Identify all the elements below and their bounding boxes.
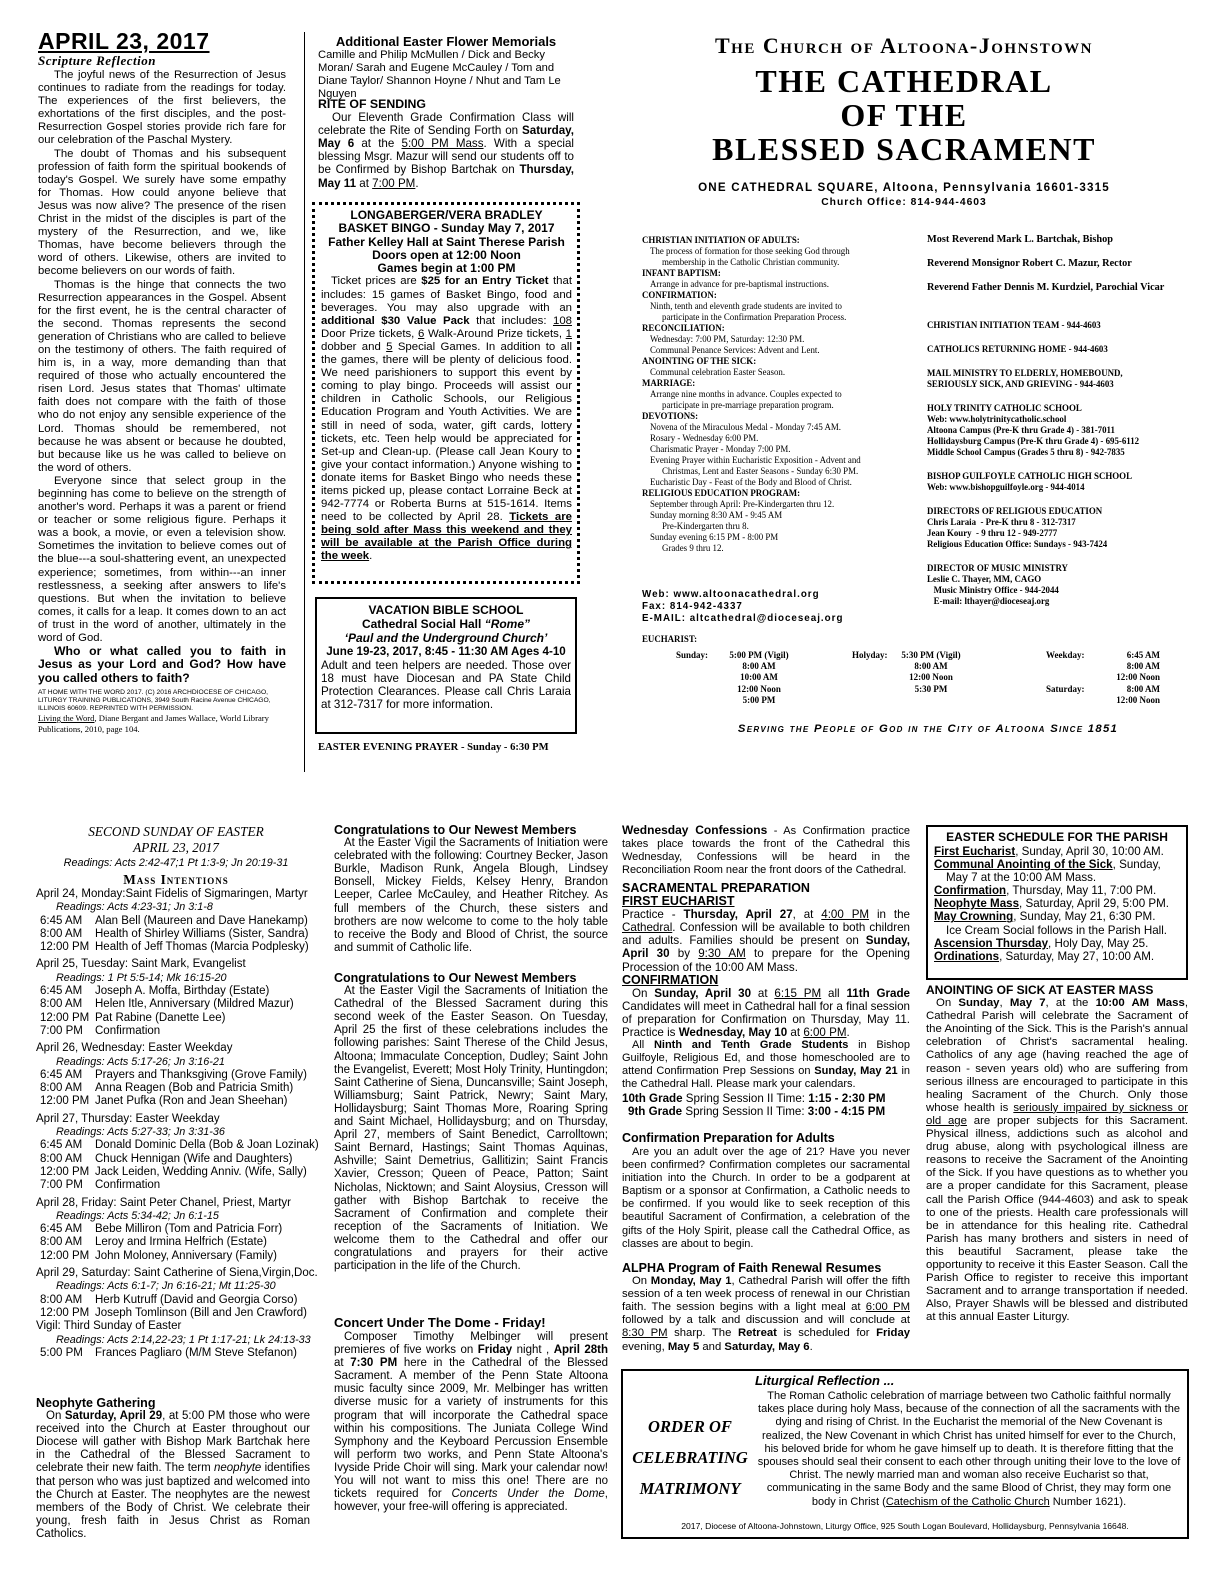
office-group <box>927 471 1217 493</box>
office-line: SERIOUSLY SICK, AND GRIEVING - 944-4603 <box>927 379 1114 389</box>
intention-name: Alan Bell (Maureen and Dave Hanekamp) <box>95 914 308 927</box>
church-name: The Church of Altoona-Johnstown <box>714 33 1093 58</box>
adult-confirmation: Confirmation Preparation for Adults Are you an adult over the age of 21? Have you never been confirmed? Confirmation completes our sacramental initiation into the Church. In order to be a godparent at Baptism or a sponsor at Confirmation, a Catholic needs to be confirmed. If you would like to seek reception of this beautiful Sacrament of Confirmation, a celebration of the gifts of the Holy Spirit, please call the Cathedral Office, as classes are about to begin. <box>622 1131 910 1250</box>
schedule-item-label: Communal Anointing of the Sick <box>934 858 1113 872</box>
office-line: Web: www.holytrinitycatholic.school <box>927 414 1067 424</box>
mass-time: 5:00 PM (Vigil) <box>729 650 789 660</box>
office-line: MAIL MINISTRY TO ELDERLY, HOMEBOUND, <box>927 368 1123 378</box>
intention-row <box>36 1082 316 1095</box>
intention-row <box>36 998 316 1011</box>
office-group <box>927 563 1217 607</box>
sacrament-heading: INFANT BAPTISM: <box>642 268 721 278</box>
flower-memorials: Additional Easter Flower Memorials Camille and Philip McMullen / Dick and Becky Moran/ Sarah and Eugene McCauley / Tom and Diane Taylor/ Shannon Hoyne / Nhut and Tam Le Nguyen <box>318 34 561 101</box>
intention-name: Janet Pufka (Ron and Jean Sheehan) <box>95 1095 288 1108</box>
office-line: Altoona Campus (Pre-K thru Grade 4) - 381-7011 <box>927 425 1115 435</box>
intention-day-title: April 25, Tuesday: Saint Mark, Evangelist <box>36 958 246 971</box>
intention-day-title: April 27, Thursday: Easter Weekday <box>36 1112 220 1125</box>
intention-time: 8:00 AM <box>40 1082 83 1095</box>
intention-time: 8:00 AM <box>40 1236 83 1249</box>
intention-day <box>36 1320 316 1360</box>
office-line: Leslie C. Thayer, MM, CAGO <box>927 574 1042 584</box>
office-line: E-mail: lthayer@dioceseaj.org <box>927 596 1050 606</box>
intention-time: 7:00 PM <box>40 1024 83 1037</box>
mass-time: 8:00 AM <box>1126 684 1160 694</box>
intention-row <box>36 1166 316 1179</box>
sacrament-heading: ANOINTING OF THE SICK: <box>642 356 757 366</box>
schedule-item-label: Neophyte Mass <box>934 897 1020 911</box>
congrats-1: Congratulations to Our Newest Members At the Easter Vigil the Sacraments of Initiation were celebrated with the following: Courtney Becker, Jason Burkle, Madison Runk, Angela Blough, Lindsey Bonsell, Mickey Fields, Kelsey Henry, Brandon Leeper, Carlee McCauley, and Heather Ritchey. As full members of the Church, these sisters and brothers are now welcome to come to the holy table to receive the Body and Blood of Christ, the source and summit of Catholic life. <box>334 823 608 954</box>
easter-evening-prayer: EASTER EVENING PRAYER - Sunday - 6:30 PM <box>318 742 549 753</box>
intention-time: 12:00 PM <box>40 1011 90 1024</box>
intention-row <box>36 985 316 998</box>
intention-readings: Readings: 1 Pt 5:5-14; Mk 16:15-20 <box>56 971 227 984</box>
intention-time: 6:45 AM <box>40 985 83 998</box>
office-line: CHRISTIAN INITIATION TEAM - 944-4603 <box>927 320 1101 330</box>
schedule-item-label: Ordinations <box>934 949 1000 963</box>
intention-name: Helen Itle, Anniversary (Mildred Mazur) <box>95 998 294 1011</box>
intention-time: 6:45 AM <box>40 1223 83 1236</box>
intention-row <box>36 1347 316 1360</box>
intention-name: Herb Kutruff (David and Georgia Corso) <box>95 1293 298 1306</box>
sacrament-line: Novena of the Miraculous Medal - Monday 7:45 AM. <box>650 422 842 432</box>
column-divider <box>304 32 305 772</box>
intention-time: 12:00 PM <box>40 941 90 954</box>
eucharist-heading: EUCHARIST: <box>642 634 698 644</box>
schedule-item <box>934 858 1180 884</box>
intention-day <box>36 958 316 1038</box>
intention-readings: Readings: Acts 6:1-7; Jn 6:16-21; Mt 11:25-30 <box>56 1280 276 1293</box>
intention-name: Bebe Milliron (Tom and Patricia Forr) <box>95 1223 283 1236</box>
sacrament-heading: CHRISTIAN INITIATION OF ADULTS: <box>642 235 800 245</box>
rite-of-sending: RITE OF SENDING Our Eleventh Grade Confirmation Class will celebrate the Rite of Sending Forth on Saturday, May 6 at the 5:00 PM Mass. With a special blessing Msgr. Mazur will send our students off to be Confirmed by Bishop Bartchak on Thursday, May 11 at 7:00 PM. <box>318 97 575 190</box>
intention-row <box>36 928 316 941</box>
intention-time: 12:00 PM <box>40 1249 90 1262</box>
intention-readings: Readings: Acts 5:17-26; Jn 3:16-21 <box>56 1055 225 1068</box>
intention-name: Prayers and Thanksgiving (Grove Family) <box>95 1068 307 1081</box>
intention-time: 6:45 AM <box>40 1068 83 1081</box>
alpha-program: ALPHA Program of Faith Renewal Resumes On Monday, May 1, Cathedral Parish will offer the fifth session of a ten week process of renewal in our Christian faith. The session begins with a light meal at 6:00 PM followed by a talk and discussion and will conclude at 8:30 PM sharp. The Retreat is scheduled for Friday evening, May 5 and Saturday, May 6. <box>622 1261 911 1353</box>
sacrament-line: Eucharistic Day - Feast of the Body and Blood of Christ. <box>650 477 852 487</box>
sacrament-line: Communal Penance Services: Advent and Lent. <box>650 345 820 355</box>
schedule-item-text: Ice Cream Social follows in the Parish Hall. <box>946 923 1168 937</box>
mass-time: 8:00 AM <box>1126 661 1160 672</box>
schedule-item <box>934 845 1180 858</box>
sacrament-line: participate in pre-marriage preparation program. <box>662 400 834 410</box>
fax: Fax: 814-942-4337 <box>642 601 743 612</box>
office-group <box>927 368 1217 390</box>
intention-row <box>36 941 316 954</box>
bingo-box: LONGABERGER/VERA BRADLEY BASKET BINGO - Sunday May 7, 2017 Father Kelley Hall at Saint Therese Parish Doors open at 12:00 Noon Games begin at 1:00 PM Ticket prices are $25 for an Entry Ticket that includes: 15 games of Basket Bingo, food and beverages. You may also upgrade with an additional $30 Value Pack that includes: 108 Door Prize tickets, 6 Walk-Around Prize tickets, 1 dobber and 5 Special Games. In addition to all the games, there will be plenty of delicious food. We need parishioners to support this event by coming to play bingo. Proceeds will assist our children in Catholic Schools, our Religious Education Program and Youth Activities. We are still in need of soda, water, gift cards, lottery tickets, etc. Teen help would be appreciated for Set-up and Clean-up. (Please call Jean Koury to give your contact information.) Anyone wishing to donate items for Basket Bingo who needs these items picked up, please contact Lorraine Beck at 942-7774 or Roberta Burns at 515-1614. Items need to be collected by April 28. Tickets are being sold after Mass this weekend and they will be available at the Parish Office during the week. <box>312 202 580 584</box>
sacrament-heading: RECONCILIATION: <box>642 323 725 333</box>
intention-readings: Readings: Acts 4:23-31; Jn 3:1-8 <box>56 901 213 914</box>
email-link[interactable]: E-MAIL: altcathedral@dioceseaj.org <box>642 613 844 624</box>
intention-readings: Readings: Acts 2:14,22-23; 1 Pt 1:17-21; Lk 24:13-33 <box>56 1333 311 1346</box>
mass-time: 10:00 AM <box>740 672 778 683</box>
intention-name: Donald Dominic Della (Bob & Joan Lozinak) <box>95 1139 319 1152</box>
intention-time: 5:00 PM <box>40 1346 83 1359</box>
sacrament-line: Christmas, Lent and Easter Seasons - Sunday 6:30 PM. <box>662 466 859 476</box>
sacrament-line: membership in the Catholic Christian community. <box>662 257 840 267</box>
intention-row <box>36 1223 316 1236</box>
clergy-list: Most Reverend Mark L. Bartchak, Bishop Reverend Monsignor Robert C. Mazur, Rector Reverend Father Dennis M. Kurdziel, Parochial Vicar <box>927 234 1165 293</box>
intention-row <box>36 1294 316 1307</box>
scripture-reflection-heading: Scripture Reflection <box>38 53 156 68</box>
intention-time: 7:00 PM <box>40 1179 83 1192</box>
sacrament-line: participate in the Confirmation Preparation Process. <box>662 312 847 322</box>
intention-time: 8:00 AM <box>40 998 83 1011</box>
intention-row <box>36 915 316 928</box>
wednesday-confessions: Wednesday Confessions - As Confirmation practice takes place towards the front of the Cathedral this Wednesday, Confessions will be heard in the Reconciliation Room near the front doors of the Cathedral. <box>622 823 910 877</box>
mass-time: 5:00 PM <box>742 694 776 705</box>
office-line: Middle School Campus (Grades 5 thru 8) - 942-7835 <box>927 447 1125 457</box>
office-line: Hollidaysburg Campus (Pre-K thru Grade 4) - 695-6112 <box>927 436 1140 446</box>
scripture-reflection: The joyful news of the Resurrection of Jesus continues to radiate from the readings for today. The experiences of the first believers, the exhortations of the first disciples, and the post-Resurrection Gospel stories provide rich fare for our celebration of the Paschal Mystery. The doubt of Thomas and his subsequent profession of faith form the spiritual bookends of today's Gospel. We surely have some empathy for Thomas. How could anyone believe that Jesus was now alive? The presence of the risen Christ in the midst of the disciples is part of the mystery of the Resurrection, and we, like Thomas, have become believers through the word of others. Likewise, others are invited to become believers on our words of faith. Thomas is the hinge that connects the two Resurrection appearances in the Gospel. Absent for the first event, he is the central character of the second. Thomas represents the second generation of Christians who are called to believe on the testimony of others. The faith required of him is, in a way, more demanding than that required of those who actually encountered the risen Lord. Jesus states that Thomas' ultimate faith does not compare with the faith of those who do not enjoy any sensible experience of the Lord. Thomas should be remembered, not because he was absent or because he doubted, but because like us he was called to believe on the word of others. Everyone since that select group in the beginning has come to believe on the strength of another's word. Perhaps it was a parent or friend or teacher or some religious figure. Perhaps it was a book, a movie, or even a television show. Sometimes the invitation to believe comes out of the blue---a soul-shattering event, an unexpected experience; sometimes, from within---an inner restlessness, a seeking after answers to life's questions. But when the invitation to believe comes, it calls for a leap. It comes down to an act of trust in the word of another, ultimately in the word of God. Who or what called you to faith in Jesus as your Lord and God? How have you called others to faith? AT HOME WITH THE WORD 2017. (C) 2016 ARCHDIOCESE OF CHICAGO, LITURGY TRAINING PUBLICATIONS, 3949 South Racine Avenue CHICAGO, ILLINOIS 60609. REPRINTED WITH PERMISSION. Living the Word, Diane Bergant and James Wallace, World Library Publications, 2010, page 104. <box>38 69 286 734</box>
intention-day <box>36 1042 316 1108</box>
intention-name: Joseph Tomlinson (Bill and Jen Crawford) <box>95 1306 307 1319</box>
intention-row <box>36 1139 319 1152</box>
intention-name: Pat Rabine (Danette Lee) <box>95 1011 226 1024</box>
intention-name: Frances Pagliaro (M/M Steve Stefanon) <box>95 1346 297 1359</box>
intention-day <box>36 1197 316 1263</box>
office-group <box>927 344 1217 355</box>
schedule-item-text: , Saturday, April 29, 5:00 PM. <box>1019 897 1169 911</box>
schedule-item-text: , Holy Day, May 25. <box>1048 936 1149 950</box>
intention-time: 6:45 AM <box>40 1139 83 1152</box>
intention-time: 12:00 PM <box>40 1095 90 1108</box>
sacrament-line: Arrange in advance for pre-baptismal instructions. <box>650 279 829 289</box>
schedule-item <box>934 910 1180 923</box>
mass-time: 12:00 Noon <box>1116 695 1160 706</box>
office-line: CATHOLICS RETURNING HOME - 944-4603 <box>927 344 1108 354</box>
address: ONE CATHEDRAL SQUARE, Altoona, Pennsylvania 16601-3315 <box>698 181 1110 194</box>
sacrament-heading: RELIGIOUS EDUCATION PROGRAM: <box>642 488 801 498</box>
sacrament-line: Grades 9 thru 12. <box>662 543 724 553</box>
sacrament-line: Sunday morning 8:30 AM - 9:45 AM <box>650 510 783 520</box>
sacrament-line: Charismatic Prayer - Monday 7:00 PM. <box>650 444 791 454</box>
office-line: DIRECTOR OF MUSIC MINISTRY <box>927 563 1068 573</box>
mass-time: 5:30 PM (Vigil) <box>901 650 961 660</box>
intention-name: Health of Jeff Thomas (Marcia Podplesky) <box>95 941 309 954</box>
intention-name: Health of Shirley Williams (Sister, Sandra) <box>95 927 309 940</box>
intention-day-title: April 24, Monday:Saint Fidelis of Sigmaringen, Martyr <box>36 888 308 900</box>
intention-time: 6:45 AM <box>40 914 83 927</box>
office-line: Music Ministry Office - 944-2044 <box>927 585 1059 595</box>
schedule-item-label: First Eucharist <box>934 845 1016 858</box>
web-link[interactable]: Web: www.altoonacathedral.org <box>642 589 820 600</box>
mass-time: 12:00 Noon <box>737 683 781 694</box>
schedule-item <box>934 937 1180 950</box>
sacrament-line: Ninth, tenth and eleventh grade students are invited to <box>650 301 842 311</box>
schedule-item-text: , Sunday, April 30, 10:00 AM. <box>1015 845 1164 858</box>
sacramental-preparation: SACRAMENTAL PREPARATION FIRST EUCHARIST Practice - Thursday, April 27, at 4:00 PM in the Cathedral. Confession will be available to both children and adults. Families should be present on Sunday, April 30 by 9:30 AM to prepare for the Opening Procession of the 10:00 AM Mass. CONFIRMATION On Sunday, April 30 at 6:15 PM all 11th Grade Candidates will meet in Cathedral hall for a final session of preparation for Confirmation on Thursday, May 11. Practice is Wednesday, May 10 at 6:00 PM. All Ninth and Tenth Grade Students in Bishop Guilfoyle, Religious Ed, and those homeschooled are to attend Confirmation Prep Sessions on Sunday, May 21 in the Cathedral Hall. Please mark your calendars. 10th Grade Spring Session II Time: 1:15 - 2:30 PM 9th Grade Spring Session II Time: 3:00 - 4:15 PM <box>622 881 911 1118</box>
intention-day-title: April 28, Friday: Saint Peter Chanel, Priest, Martyr <box>36 1196 292 1209</box>
intention-row <box>36 1153 316 1166</box>
sacraments-info <box>642 235 922 554</box>
schedule-item-label: May Crowning <box>934 910 1014 924</box>
office-line: HOLY TRINITY CATHOLIC SCHOOL <box>927 403 1082 413</box>
office-group <box>927 403 1217 458</box>
easter-schedule-box: EASTER SCHEDULE FOR THE PARISH First Eucharist, Sunday, April 30, 10:00 AM. Communal Anointing of the Sick, Sunday, May 7 at the 10:00 AM Mass. Confirmation, Thursday, May 11, 7:00 PM. Neophyte Mass, Saturday, April 29, 5:00 PM. May Crowning, Sunday, May 21, 6:30 PM. Ice Cream Social follows in the Parish Hall. Ascension Thursday, Holy Day, May 25. Ordinations, Saturday, May 27, 10:00 AM. <box>926 825 1188 980</box>
sacrament-heading: CONFIRMATION: <box>642 290 717 300</box>
mass-time: 5:30 PM <box>914 683 948 694</box>
office-line: Religious Education Office: Sundays - 943-7424 <box>927 539 1108 549</box>
schedule-item-text: , Thursday, May 11, 7:00 PM. <box>1006 884 1157 898</box>
schedule-item-text: , Sunday, May 21, 6:30 PM. <box>1013 910 1156 924</box>
serving-tagline: Serving the People of God in the City of Altoona Since 1851 <box>737 723 1119 735</box>
schedule-item-label: Confirmation <box>934 884 1007 898</box>
office-line: DIRECTORS OF RELIGIOUS EDUCATION <box>927 506 1103 516</box>
vbs-box: VACATION BIBLE SCHOOL Cathedral Social Hall “Rome” ‘Paul and the Underground Church’ June 19-23, 2017, 8:45 - 11:30 AM Ages 4-10 Adult and teen helpers are needed. Those over 18 must have Diocesan and PA State Child Protection Clearances. Please call Chris Laraia at 312-7317 for more information. <box>315 597 577 734</box>
intention-name: Confirmation <box>95 1179 161 1192</box>
reflection-credit: AT HOME WITH THE WORD 2017. (C) 2016 ARCHDIOCESE OF CHICAGO, LITURGY TRAINING PUBLICATIONS, 3949 South Racine Avenue CHICAGO, ILLINOIS 60609. REPRINTED WITH PERMISSION. <box>38 689 271 713</box>
intention-time: 8:00 AM <box>40 1293 83 1306</box>
intention-row <box>36 1307 316 1320</box>
schedule-item <box>934 950 1180 963</box>
mass-intentions: SECOND SUNDAY OF EASTER APRIL 23, 2017 Readings: Acts 2:42-47;1 Pt 1:3-9; Jn 20:19-31 Mass Intentions April 24, Monday:Saint Fidelis of Sigmaringen, Martyr Readings: Acts 4:23-31; Jn 3:1-8 6:45 AM Alan Bell (Maureen and Dave Hanekamp) 8:00 AM Health of Shirley Williams (Sister, Sandra) 12:00 PM Health of Jeff Thomas (Marcia Podplesky) April 25, Tuesday: Saint Mark, Evangelist Readings: 1 Pt 5:5-14; Mk 16:15-20 6:45 AM Joseph A. Moffa, Birthday (Estate) 8:00 AM Helen Itle, Anniversary (Mildred Mazur) 12:00 PM Pat Rabine (Danette Lee) 7:00 PM Confirmation April 26, Wednesday: Easter Weekday Readings: Acts 5:17-26; Jn 3:16-21 6:45 AM Prayers and Thanksgiving (Grove Family) 8:00 AM Anna Reagen (Bob and Patricia Smith) 12:00 PM Janet Pufka (Ron and Jean Sheehan) April 27, Thursday: Easter Weekday Readings: Acts 5:27-33; Jn 3:31-36 6:45 AM Donald Dominic Della (Bob & Joan Lozinak) 8:00 AM Chuck Hennigan (Wife and Daughters) 12:00 PM Jack Leiden, Wedding Anniv. (Wife, Sally) 7:00 PM Confirmation April 28, Friday: Saint Peter Chanel, Priest, Martyr Readings: Acts 5:34-42; Jn 6:1-15 6:45 AM Bebe Milliron (Tom and Patricia Forr) 8:00 AM Leroy and Irmina Helfrich (Estate) 12:00 PM John Moloney, Anniversary (Family) April 29, Saturday: Saint Catherine of Siena,Virgin,Doc. Readings: Acts 6:1-7; Jn 6:16-21; Mt 11:25-30 8:00 AM Herb Kutruff (David and Georgia Corso) 12:00 PM Joseph Tomlinson (Bill and Jen Crawford) Vigil: Third Sunday of Easter Readings: Acts 2:14,22-23; 1 Pt 1:17-21; Lk 24:13-33 5:00 PM Frances Pagliaro (M/M Steve Stefanon) <box>36 824 319 1359</box>
intention-name: Leroy and Irmina Helfrich (Estate) <box>95 1236 267 1249</box>
schedule-item <box>934 884 1180 897</box>
intention-name: Jack Leiden, Wedding Anniv. (Wife, Sally) <box>95 1165 307 1178</box>
church-office: Church Office: 814-944-4603 <box>821 197 987 208</box>
intention-readings: Readings: Acts 5:34-42; Jn 6:1-15 <box>56 1209 219 1222</box>
mass-time: 6:45 AM <box>1126 650 1160 660</box>
intention-name: Confirmation <box>95 1024 161 1037</box>
schedule-item <box>934 924 1180 937</box>
sacrament-line: Arrange nine months in advance. Couples expected to <box>650 389 842 399</box>
intention-row <box>36 1012 316 1025</box>
sacrament-heading: DEVOTIONS: <box>642 411 699 421</box>
anointing-of-sick: ANOINTING OF SICK AT EASTER MASS On Sunday, May 7, at the 10:00 AM Mass, Cathedral Parish will celebrate the Sacrament of the Anointing of the Sick. This is the Parish's annual celebration of Christ's sacramental healing. Catholics of any age (having reached the age of reason - seven years old) who are suffering from serious illness are encouraged to participate in this healing Sacrament of the Church. Only those whose health is seriously impaired by sickness or old age are proper subjects for this Sacrament. Physical illness, addictions such as alcohol and drug abuse, along with psychological illness are reasons to receive the Sacrament of the Anointing of the Sick. If you have questions as to whether you are a proper candidate for this Sacrament, please call the Parish Office (944-4603) and ask to speak to one of the priests. Health care professionals will be in attendance for this healing rite. Cathedral Parish has many brothers and sisters in need of this beautiful Sacrament, please take the opportunity to receive it this Easter Season. Call the Parish Office to register to receive this important Sacrament and to arrange transportation if needed. Also, Prayer Shawls will be blessed and distributed at this annual Easter Liturgy. <box>926 983 1189 1324</box>
schedule-item-text: , Saturday, May 27, 10:00 AM. <box>999 949 1155 963</box>
mass-time: 12:00 Noon <box>909 672 953 683</box>
office-line: Jean Koury - 9 thru 12 - 949-2777 <box>927 528 1058 538</box>
intention-day-title: Vigil: Third Sunday of Easter <box>36 1320 182 1333</box>
intention-row <box>36 1250 316 1263</box>
intention-day-title: April 29, Saturday: Saint Catherine of Siena,Virgin,Doc. <box>36 1267 318 1280</box>
neophyte-gathering: Neophyte Gathering On Saturday, April 29, at 5:00 PM those who were received into the Church at Easter throughout our Diocese will gather with Bishop Mark Bartchak here in the Cathedral of the Blessed Sacrament to celebrate their new faith. The term neophyte identifies that person who was just baptized and welcomed into the Church at Easter. The neophytes are the newest members of the Body of Christ. We celebrate their young, fresh faith in Jesus Christ as Roman Catholics. <box>36 1396 310 1540</box>
office-line: Chris Laraia - Pre-K thru 8 - 312-7317 <box>927 517 1076 527</box>
intention-time: 12:00 PM <box>40 1165 90 1178</box>
schedule-item-label: Ascension Thursday <box>934 936 1049 950</box>
contact-info <box>642 589 843 625</box>
mass-time: 8:00 AM <box>914 661 948 672</box>
mass-time: 12:00 Noon <box>1116 672 1160 683</box>
intention-time: 12:00 PM <box>40 1306 90 1319</box>
schedule-item <box>934 897 1180 910</box>
intention-day <box>36 888 316 954</box>
sacrament-line: Pre-Kindergarten thru 8. <box>662 521 749 531</box>
sacrament-line: Sunday evening 6:15 PM - 8:00 PM <box>650 532 779 542</box>
office-line: Web: www.bishopguilfoyle.org - 944-4014 <box>927 482 1085 492</box>
concert: Concert Under The Dome - Friday! Composer Timothy Melbinger will present premieres of five works on Friday night , April 28th at 7:30 PM here in the Cathedral of the Blessed Sacrament. A member of the Penn State Altoona music faculty since 2009, Mr. Melbinger has written diverse music for a variety of instruments for this program that will incorporate the Cathedral space within his compositions. The Juniata College Wind Symphony and the Keyboard Percussion Ensemble will perform two works, and Penn State Altoona's Ivyside Pride Choir will sing. Mark your calendar now! You will not want to miss this one! There are no tickets required for Concerts Under the Dome, however, your free-will offering is appreciated. <box>334 1315 608 1514</box>
date-title: APRIL 23, 2017 <box>38 28 210 54</box>
intention-row <box>36 1095 316 1108</box>
intention-day <box>36 1112 319 1193</box>
office-group <box>927 320 1217 331</box>
congrats-2: Congratulations to Our Newest Members At the Easter Vigil the Sacraments of Initiation the Cathedral of the Blessed Sacrament during this second week of the Easter Season. On Tuesday, April 25 the first of these celebrations includes the following parishes: Saint Therese of the Child Jesus, Altoona; Immaculate Conception, Dudley; Saint John the Evangelist, Everett; Most Holy Trinity, Huntingdon; Saint Catherine of Siena, Duncansville; Saint Joseph, Williamsburg; Saint Patrick, Newry; Saint Mary, Hollidaysburg; Saint Thomas More, Roaring Spring and Saint Michael, Hollidaysburg; and on Thursday, April 27, members of Saint Benedict, Carrolltown; Saint Bernard, Hastings; Saint Thomas Aquinas, Ashville; Saint Demetrius, Gallitizin; Saint Francis Xavier, Cresson; Queen of Peace, Patton; Saint Nicholas, Nicktown; and Saint Aloysius, Cresson will gather with Bishop Bartchak to receive the Sacrament of Confirmation and complete their reception of the Sacraments of Initiation. We welcome them to the Cathedral and offer our congratulations and prayers for their active participation in the life of the Church. <box>334 971 608 1273</box>
intention-name: Chuck Hennigan (Wife and Daughters) <box>95 1152 293 1165</box>
cathedral-title: THE CATHEDRAL OF THE BLESSED SACRAMENT <box>712 63 1096 167</box>
intention-row <box>36 1236 316 1249</box>
intention-day <box>36 1267 316 1320</box>
intention-day-title: April 26, Wednesday: Easter Weekday <box>36 1042 233 1055</box>
intention-row <box>36 1179 316 1192</box>
schedule-item-text: , Sunday, May 7 at the 10:00 AM Mass. <box>946 858 1161 885</box>
sacrament-line: Evening Prayer within Eucharistic Exposition - Advent and <box>650 455 861 465</box>
intention-name: Anna Reagen (Bob and Patricia Smith) <box>95 1082 294 1095</box>
parish-offices <box>927 320 1217 620</box>
intention-readings: Readings: Acts 5:27-33; Jn 3:31-36 <box>56 1126 225 1139</box>
sacrament-line: Rosary - Wednesday 6:00 PM. <box>650 433 759 443</box>
liturgical-reflection-box: Liturgical Reflection ... ORDER OF CELEBRATING MATRIMONY The Roman Catholic celebration of marriage between two Catholic faithful normally takes place during holy Mass, because of the connection of all the sacraments with the dying and rising of Christ. In the Eucharist the memorial of the New Covenant is realized, the New Covenant in which Christ has united himself for ever to the Church, his beloved bride for whom he gave himself up to death. It is therefore fitting that the spouses should seal their consent to each other through uniting their love to the love of Christ. The newly married man and woman also receive Eucharist so that, communicating in the same Body and the same Blood of Christ, they may form one body in Christ (Catechism of the Catholic Church Number 1621). 2017, Diocese of Altoona-Johnstown, Liturgy Office, 925 South Logan Boulevard, Hollidaysburg, Pennsylvania 16648. <box>621 1369 1189 1539</box>
sacrament-line: September through April: Pre-Kindergarten thru 12. <box>650 499 835 509</box>
intention-name: Joseph A. Moffa, Birthday (Estate) <box>95 985 270 998</box>
reflection-question: Who or what called you to faith in Jesus as your Lord and God? How have you called others to faith? <box>38 644 286 685</box>
intention-row <box>36 1069 316 1082</box>
intention-time: 8:00 AM <box>40 1152 83 1165</box>
office-line: BISHOP GUILFOYLE CATHOLIC HIGH SCHOOL <box>927 471 1132 481</box>
mass-time: 8:00 AM <box>742 661 776 672</box>
sacrament-line: The process of formation for those seeking God through <box>650 246 850 256</box>
intention-row <box>36 1025 316 1038</box>
sacrament-line: Wednesday: 7:00 PM, Saturday: 12:30 PM. <box>650 334 805 344</box>
intention-name: John Moloney, Anniversary (Family) <box>95 1249 277 1262</box>
office-group <box>927 506 1217 550</box>
sacrament-heading: MARRIAGE: <box>642 378 696 388</box>
intention-time: 8:00 AM <box>40 927 83 940</box>
sacrament-line: Communal celebration Easter Season. <box>650 367 786 377</box>
